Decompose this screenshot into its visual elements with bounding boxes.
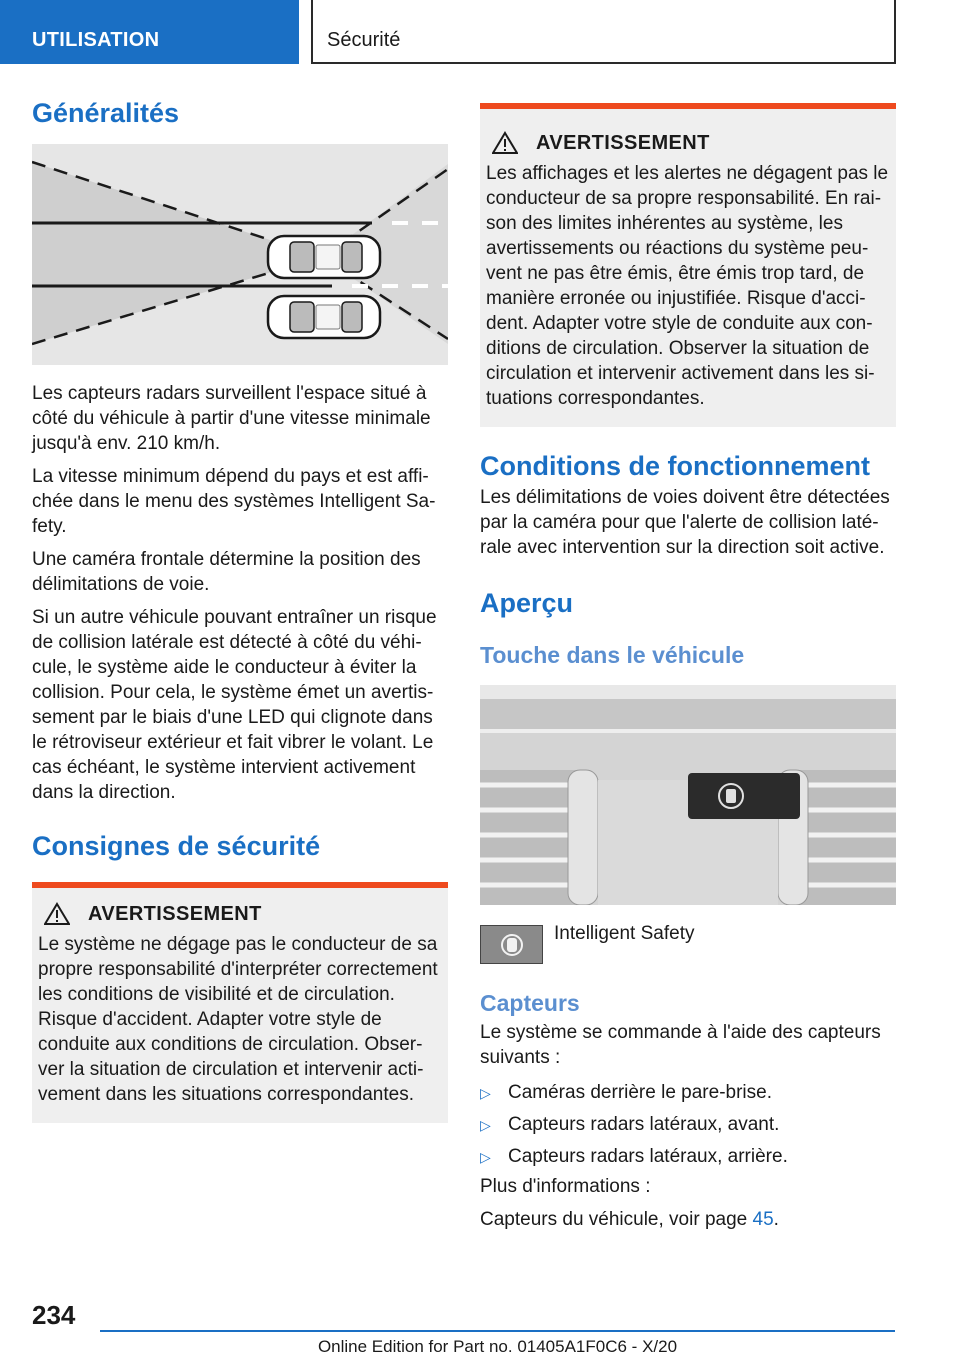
paragraph-camera-frontale: Une caméra frontale détermine la position des délimitations de voie. [32,549,421,595]
warning-text: Le système ne dégage pas le conducteur de sa propre responsabilité d'interpréter correctement les conditions de visibilité et de circulation. Risque d'accident. Adapter votre style de conduite aux conditions de circulation. Observer la situation de circulation et intervenir activement dans les situations correspondantes. [38,934,438,1105]
list-item: ▷ Capteurs radars latéraux, arrière. [480,1140,896,1172]
reference-text: Capteurs du véhicule, voir page [480,1209,753,1230]
heading-apercu: Aperçu [480,588,574,618]
warning-text: Les affichages et les alertes ne dégagent pas le conducteur de sa propre responsabilité. En raison des limites inhérentes au système, les avertissements ou réactions du système peuvent ne pas être émis, être émis trop tard, de manière erronée ou injustifiée. Risque d'accident. Adapter votre style de conduite aux conditions de circulation. Observer la situation de circulation et intervenir activement dans les situations correspondantes. [486,163,889,409]
paragraph-conditions: Les délimitations de voies doivent être détectées par la caméra pour que l'alerte de collision latérale avec intervention sur la direction soit active. [480,487,890,558]
page-number: 234 [32,1300,76,1330]
paragraph-capteurs: Le système se commande à l'aide des capteurs suivants : [480,1022,881,1068]
heading-consignes: Consignes de sécurité [32,831,321,861]
dashboard-button-illustration [480,685,896,905]
reference-end: . [773,1209,779,1230]
button-label: Intelligent Safety [554,923,695,944]
warning-title: AVERTISSEMENT [536,131,710,154]
heading-capteurs: Capteurs [480,990,580,1016]
paragraph-capteurs-radars: Les capteurs radars surveillent l'espace situé à côté du véhicule à partir d'une vitesse minimale jusqu'à env. 210 km/h. [32,383,431,454]
paragraph-plus-info: Plus d'informations : [480,1176,651,1197]
left-column [32,96,448,1123]
warning-triangle-icon [492,131,518,155]
warning-title: AVERTISSEMENT [88,902,262,925]
warning-box-left [32,882,448,1123]
intelligent-safety-button-icon [480,925,543,964]
heading-touche-vehicule: Touche dans le véhicule [480,642,745,668]
right-column [480,103,896,1232]
button-legend [480,925,896,964]
page-header-title: Sécurité [311,0,896,64]
paragraph-reference [480,1207,896,1232]
footer-divider [100,1330,895,1332]
sensor-list [480,1076,896,1172]
warning-box-right [480,103,896,427]
radar-coverage-illustration [32,144,448,365]
paragraph-collision-laterale: Si un autre véhicule pouvant entraîner un risque de collision latérale est détecté à côté du véhicule, le système aide le conducteur à éviter la collision. Pour cela, le système émet un avertissement par le biais d'une LED qui clignote dans le rétroviseur extérieur et fait vibrer le volant. Le cas échéant, le système intervient activement dans la direction. [32,607,437,803]
section-tab: UTILISATION [0,0,299,64]
heading-generalites: Généralités [32,98,180,128]
heading-conditions: Conditions de fonctionnement [480,451,870,481]
page-reference-link[interactable]: 45 [752,1209,774,1230]
footer-edition: Online Edition for Part no. 01405A1F0C6 - X/20 [317,1337,678,1356]
warning-triangle-icon [44,902,70,926]
list-item: ▷ Caméras derrière le pare-brise. [480,1076,896,1108]
paragraph-vitesse-minimum: La vitesse minimum dépend du pays et est affichée dans le menu des systèmes Intelligent Safety. [32,466,436,537]
list-item: ▷ Capteurs radars latéraux, avant. [480,1108,896,1140]
